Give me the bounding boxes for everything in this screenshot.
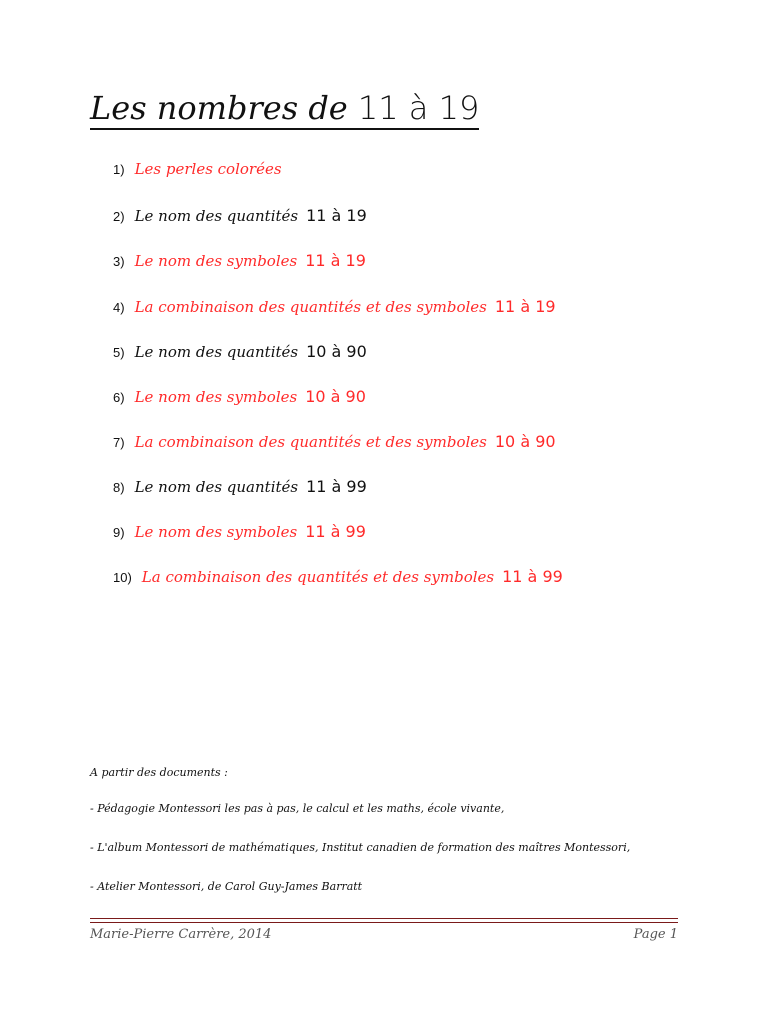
list-item-number: 5) — [113, 345, 125, 360]
list-item — [113, 251, 366, 279]
list-item — [113, 297, 556, 325]
source-line: - Pédagogie Montessori les pas à pas, le calcul et les maths, école vivante, — [90, 802, 505, 815]
list-item-number: 2) — [113, 209, 125, 224]
list-item — [113, 477, 367, 505]
list-item-text: Le nom des symboles — [134, 388, 298, 406]
list-item-number: 9) — [113, 525, 125, 540]
footer-author: Marie-Pierre Carrère, 2014 — [90, 927, 272, 942]
list-item-range: 11 à 99 — [306, 477, 367, 496]
list-item-number: 10) — [113, 570, 132, 585]
list-item-text: La combinaison des quantités et des symboles — [134, 298, 487, 316]
list-item-number: 4) — [113, 300, 125, 315]
list-item — [113, 206, 367, 234]
list-item-number: 6) — [113, 390, 125, 405]
list-item-number: 8) — [113, 480, 125, 495]
list-item-text: Le nom des symboles — [134, 252, 298, 270]
list-item-number: 1) — [113, 162, 125, 177]
list-item-number: 7) — [113, 435, 125, 450]
list-item — [113, 567, 563, 595]
list-item — [113, 160, 282, 188]
sources-intro: A partir des documents : — [90, 766, 228, 779]
page-title-text: Les nombres de — [90, 89, 348, 127]
list-item-range: 11 à 19 — [305, 251, 366, 270]
list-item-range: 10 à 90 — [305, 387, 366, 406]
page-title-range: 11 à 19 — [357, 89, 480, 127]
list-item-range: 11 à 19 — [306, 206, 367, 225]
list-item-text: La combinaison des quantités et des symboles — [141, 568, 495, 586]
list-item-text: La combinaison des quantités et des symboles — [134, 433, 487, 451]
list-item-text: Le nom des quantités — [134, 478, 299, 496]
footer-rule-top — [90, 918, 678, 919]
list-item-text: Les perles colorées — [134, 160, 282, 178]
footer-rule-bottom — [90, 922, 678, 923]
source-line: - L'album Montessori de mathématiques, Institut canadien de formation des maîtres Montessori, — [90, 841, 631, 854]
page-title — [90, 88, 479, 130]
list-item-range: 11 à 19 — [494, 297, 556, 316]
list-item-range: 11 à 99 — [502, 567, 563, 586]
list-item-text: Le nom des symboles — [134, 523, 298, 541]
source-line: - Atelier Montessori, de Carol Guy-James Barratt — [90, 880, 363, 893]
list-item — [113, 432, 556, 460]
footer-page-number: Page 1 — [633, 927, 678, 942]
list-item — [113, 387, 366, 415]
list-item-text: Le nom des quantités — [134, 343, 299, 361]
list-item-text: Le nom des quantités — [134, 207, 299, 225]
list-item — [113, 522, 366, 550]
list-item — [113, 342, 367, 370]
list-item-range: 10 à 90 — [494, 432, 556, 451]
list-item-number: 3) — [113, 254, 125, 269]
list-item-range: 10 à 90 — [306, 342, 367, 361]
list-item-range: 11 à 99 — [305, 522, 366, 541]
